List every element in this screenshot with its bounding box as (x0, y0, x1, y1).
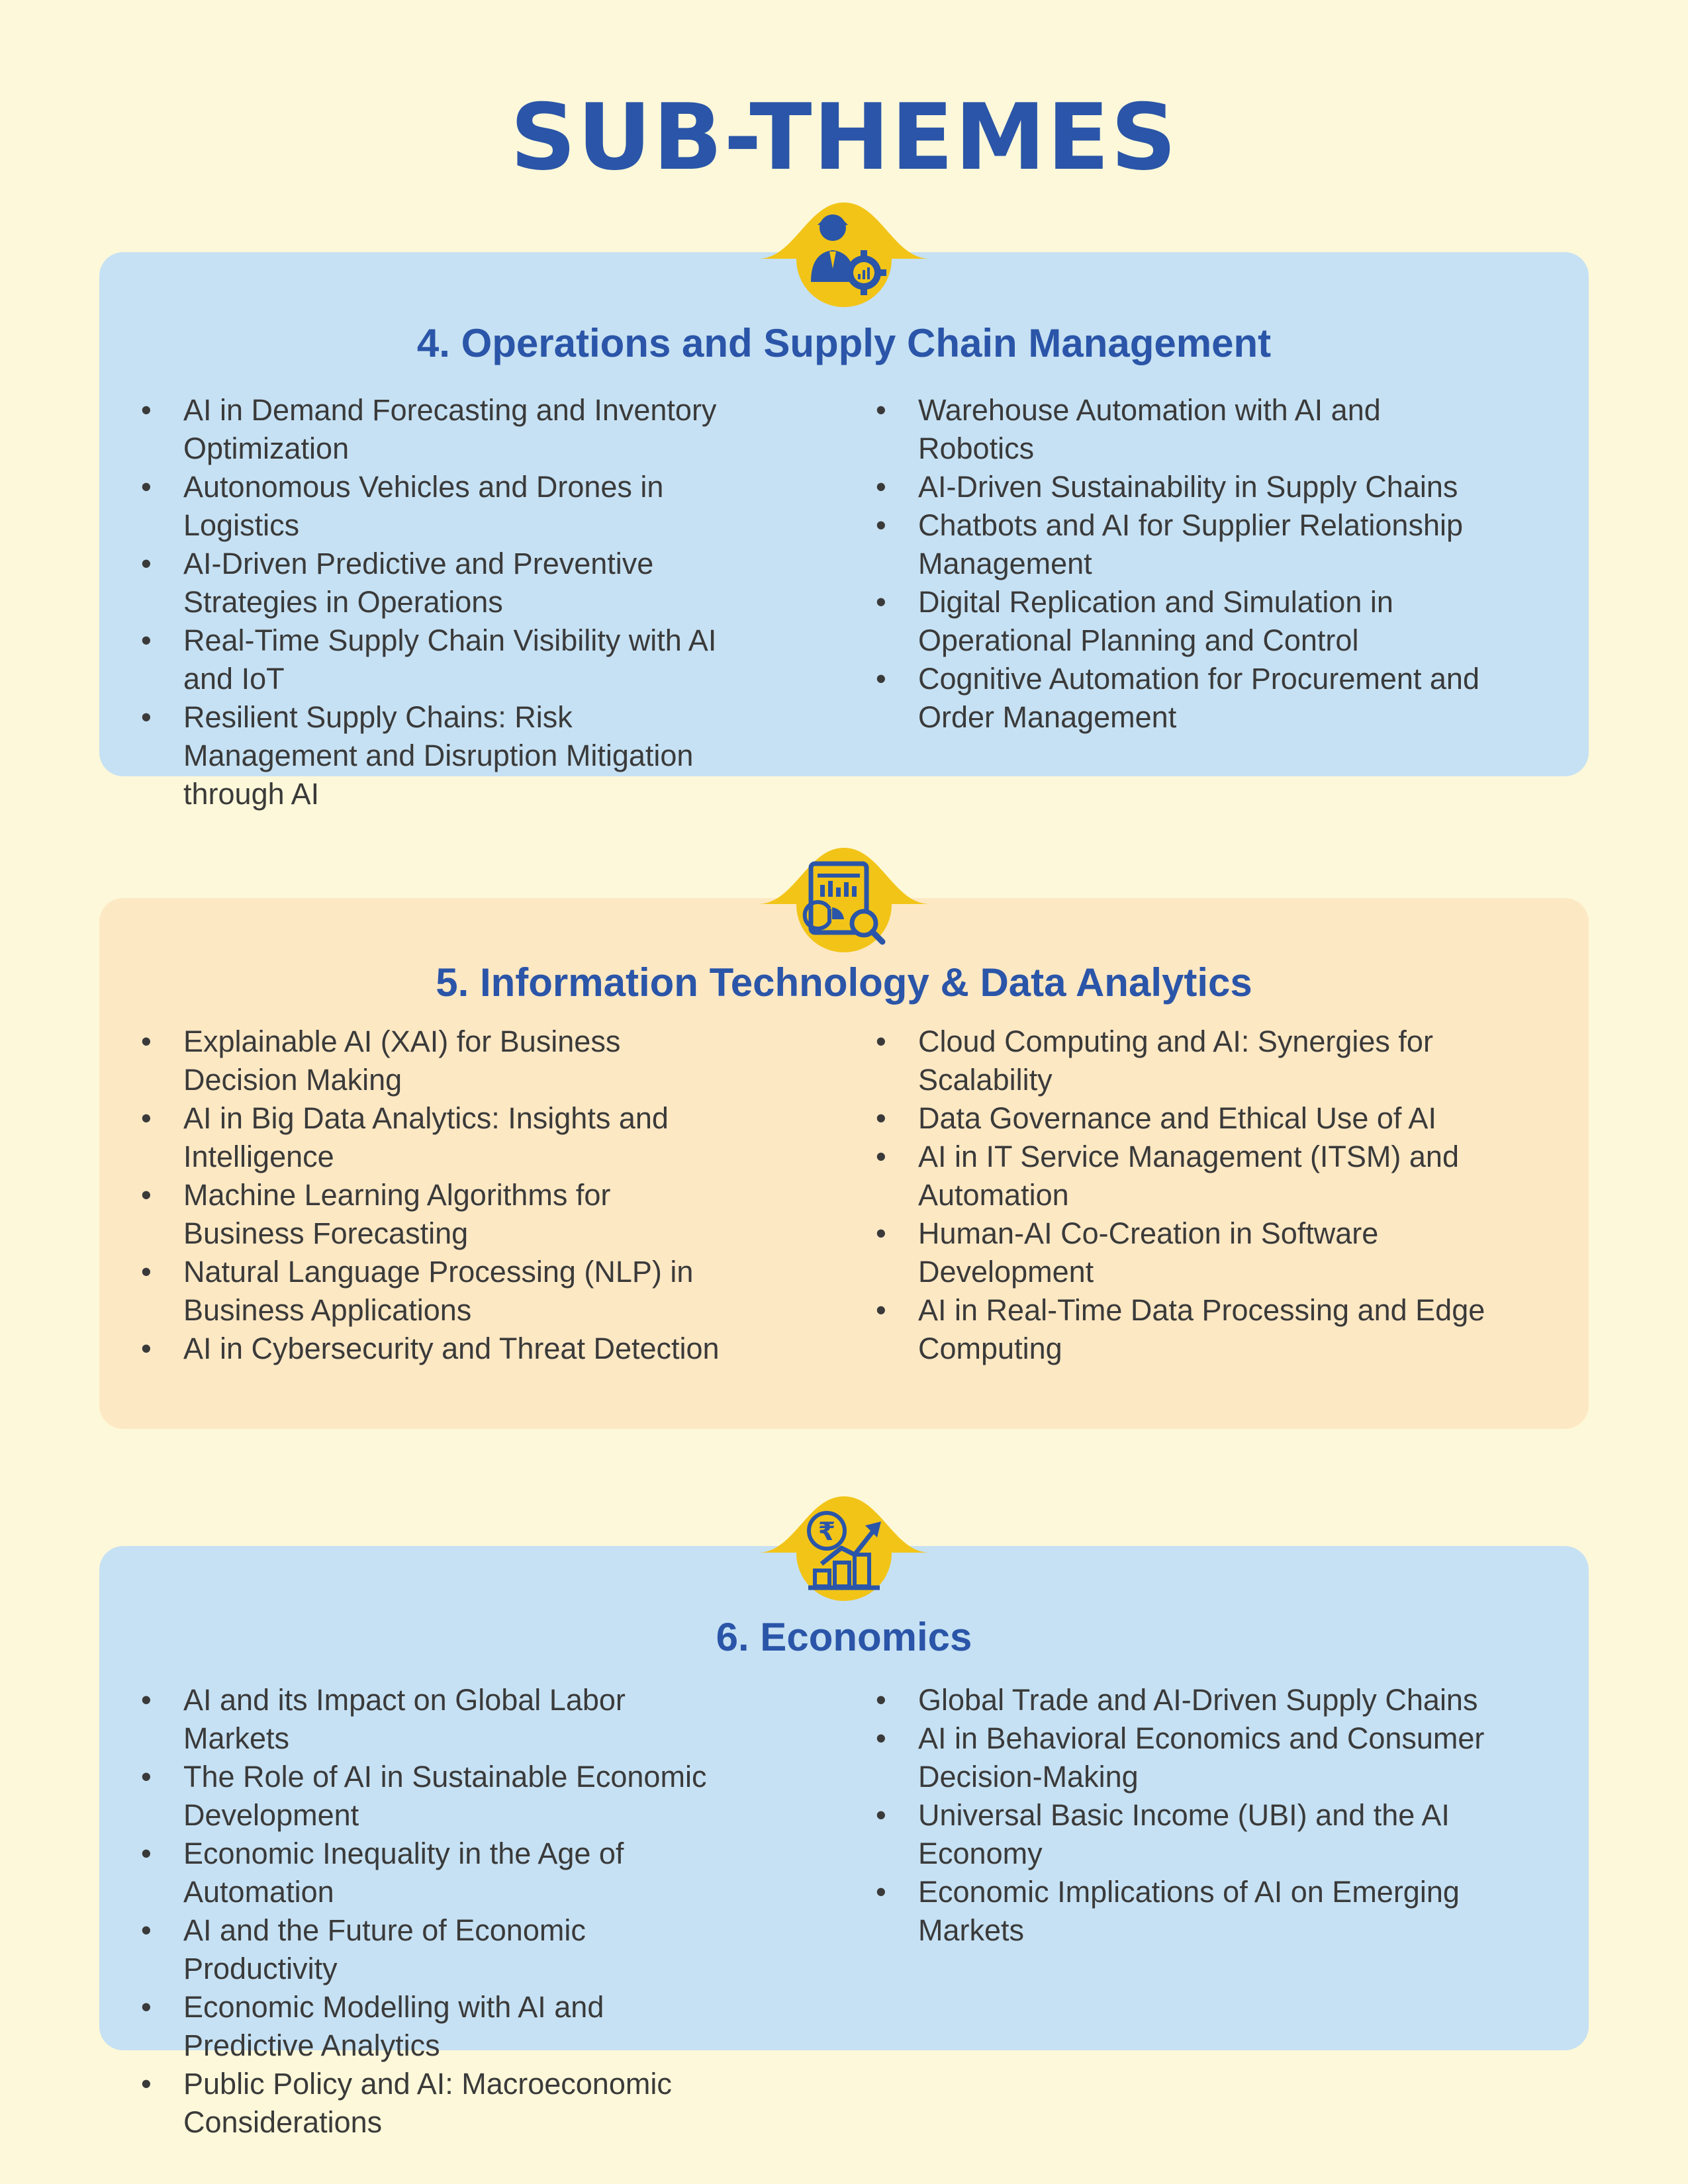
list-item: • AI in Cybersecurity and Threat Detection (99, 1330, 735, 1368)
operations-manager-gear-icon (758, 196, 930, 282)
list-item: • Global Trade and AI-Driven Supply Chains (834, 1681, 1496, 1719)
rupee-growth-chart-icon (758, 1490, 930, 1576)
list-item: • AI in Demand Forecasting and Inventory Optimization (99, 391, 735, 468)
list-item: • Natural Language Processing (NLP) in Business Applications (99, 1253, 735, 1330)
list-item: • AI and its Impact on Global Labor Markets (99, 1681, 735, 1758)
list-item: • Economic Modelling with AI and Predictive Analytics (99, 1988, 735, 2065)
list-item: • Autonomous Vehicles and Drones in Logistics (99, 468, 735, 545)
list-item: • Universal Basic Income (UBI) and the AI Economy (834, 1796, 1496, 1873)
list-item: • Economic Implications of AI on Emerging Markets (834, 1873, 1496, 1950)
list-item: • AI-Driven Predictive and Preventive Strategies in Operations (99, 545, 735, 621)
list-item: • AI in Real-Time Data Processing and Edge Computing (834, 1291, 1496, 1368)
list-item: • Public Policy and AI: Macroeconomic Considerations (99, 2065, 735, 2142)
list-item: • Resilient Supply Chains: Risk Management and Disruption Mitigation through AI (99, 698, 735, 813)
list-item: • AI in Big Data Analytics: Insights and Intelligence (99, 1099, 735, 1176)
subtheme-list-left (99, 391, 735, 813)
page-title: SUB-THEMES (510, 84, 1178, 191)
list-item: • AI in Behavioral Economics and Consumer Decision-Making (834, 1719, 1496, 1796)
list-item: • Cognitive Automation for Procurement and Order Management (834, 660, 1496, 737)
list-item: • The Role of AI in Sustainable Economic Development (99, 1758, 735, 1835)
list-item: • Digital Replication and Simulation in Operational Planning and Control (834, 583, 1496, 660)
list-item: • Cloud Computing and AI: Synergies for Scalability (834, 1023, 1496, 1099)
svg-text:₹: ₹ (818, 1517, 836, 1546)
subtheme-list-right (834, 391, 1496, 737)
section-title: 5. Information Technology & Data Analytics (436, 960, 1252, 1005)
list-item: • AI and the Future of Economic Productivity (99, 1911, 735, 1988)
list-item: • AI-Driven Sustainability in Supply Chains (834, 468, 1496, 506)
data-analytics-report-icon (758, 841, 930, 927)
list-item: • Real-Time Supply Chain Visibility with AI and IoT (99, 621, 735, 698)
list-item: • Data Governance and Ethical Use of AI (834, 1099, 1496, 1138)
section-title: 4. Operations and Supply Chain Management (416, 321, 1272, 365)
list-item: • Economic Inequality in the Age of Automation (99, 1835, 735, 1911)
subtheme-list-right (834, 1023, 1496, 1368)
list-item: • Warehouse Automation with AI and Robotics (834, 391, 1496, 468)
section-operations-supply-chain (99, 252, 1589, 811)
list-item: • Machine Learning Algorithms for Business Forecasting (99, 1176, 735, 1253)
section-it-data-analytics (99, 898, 1589, 1429)
list-item: • Explainable AI (XAI) for Business Decision Making (99, 1023, 735, 1099)
section-economics (99, 1546, 1589, 2139)
list-item: • Chatbots and AI for Supplier Relationship Management (834, 506, 1496, 583)
subtheme-list-left (99, 1681, 735, 2142)
list-item: • Human-AI Co-Creation in Software Development (834, 1214, 1496, 1291)
subtheme-list-right (834, 1681, 1496, 1950)
subtheme-list-left (99, 1023, 735, 1368)
list-item: • AI in IT Service Management (ITSM) and Automation (834, 1138, 1496, 1214)
section-title: 6. Economics (716, 1615, 972, 1659)
